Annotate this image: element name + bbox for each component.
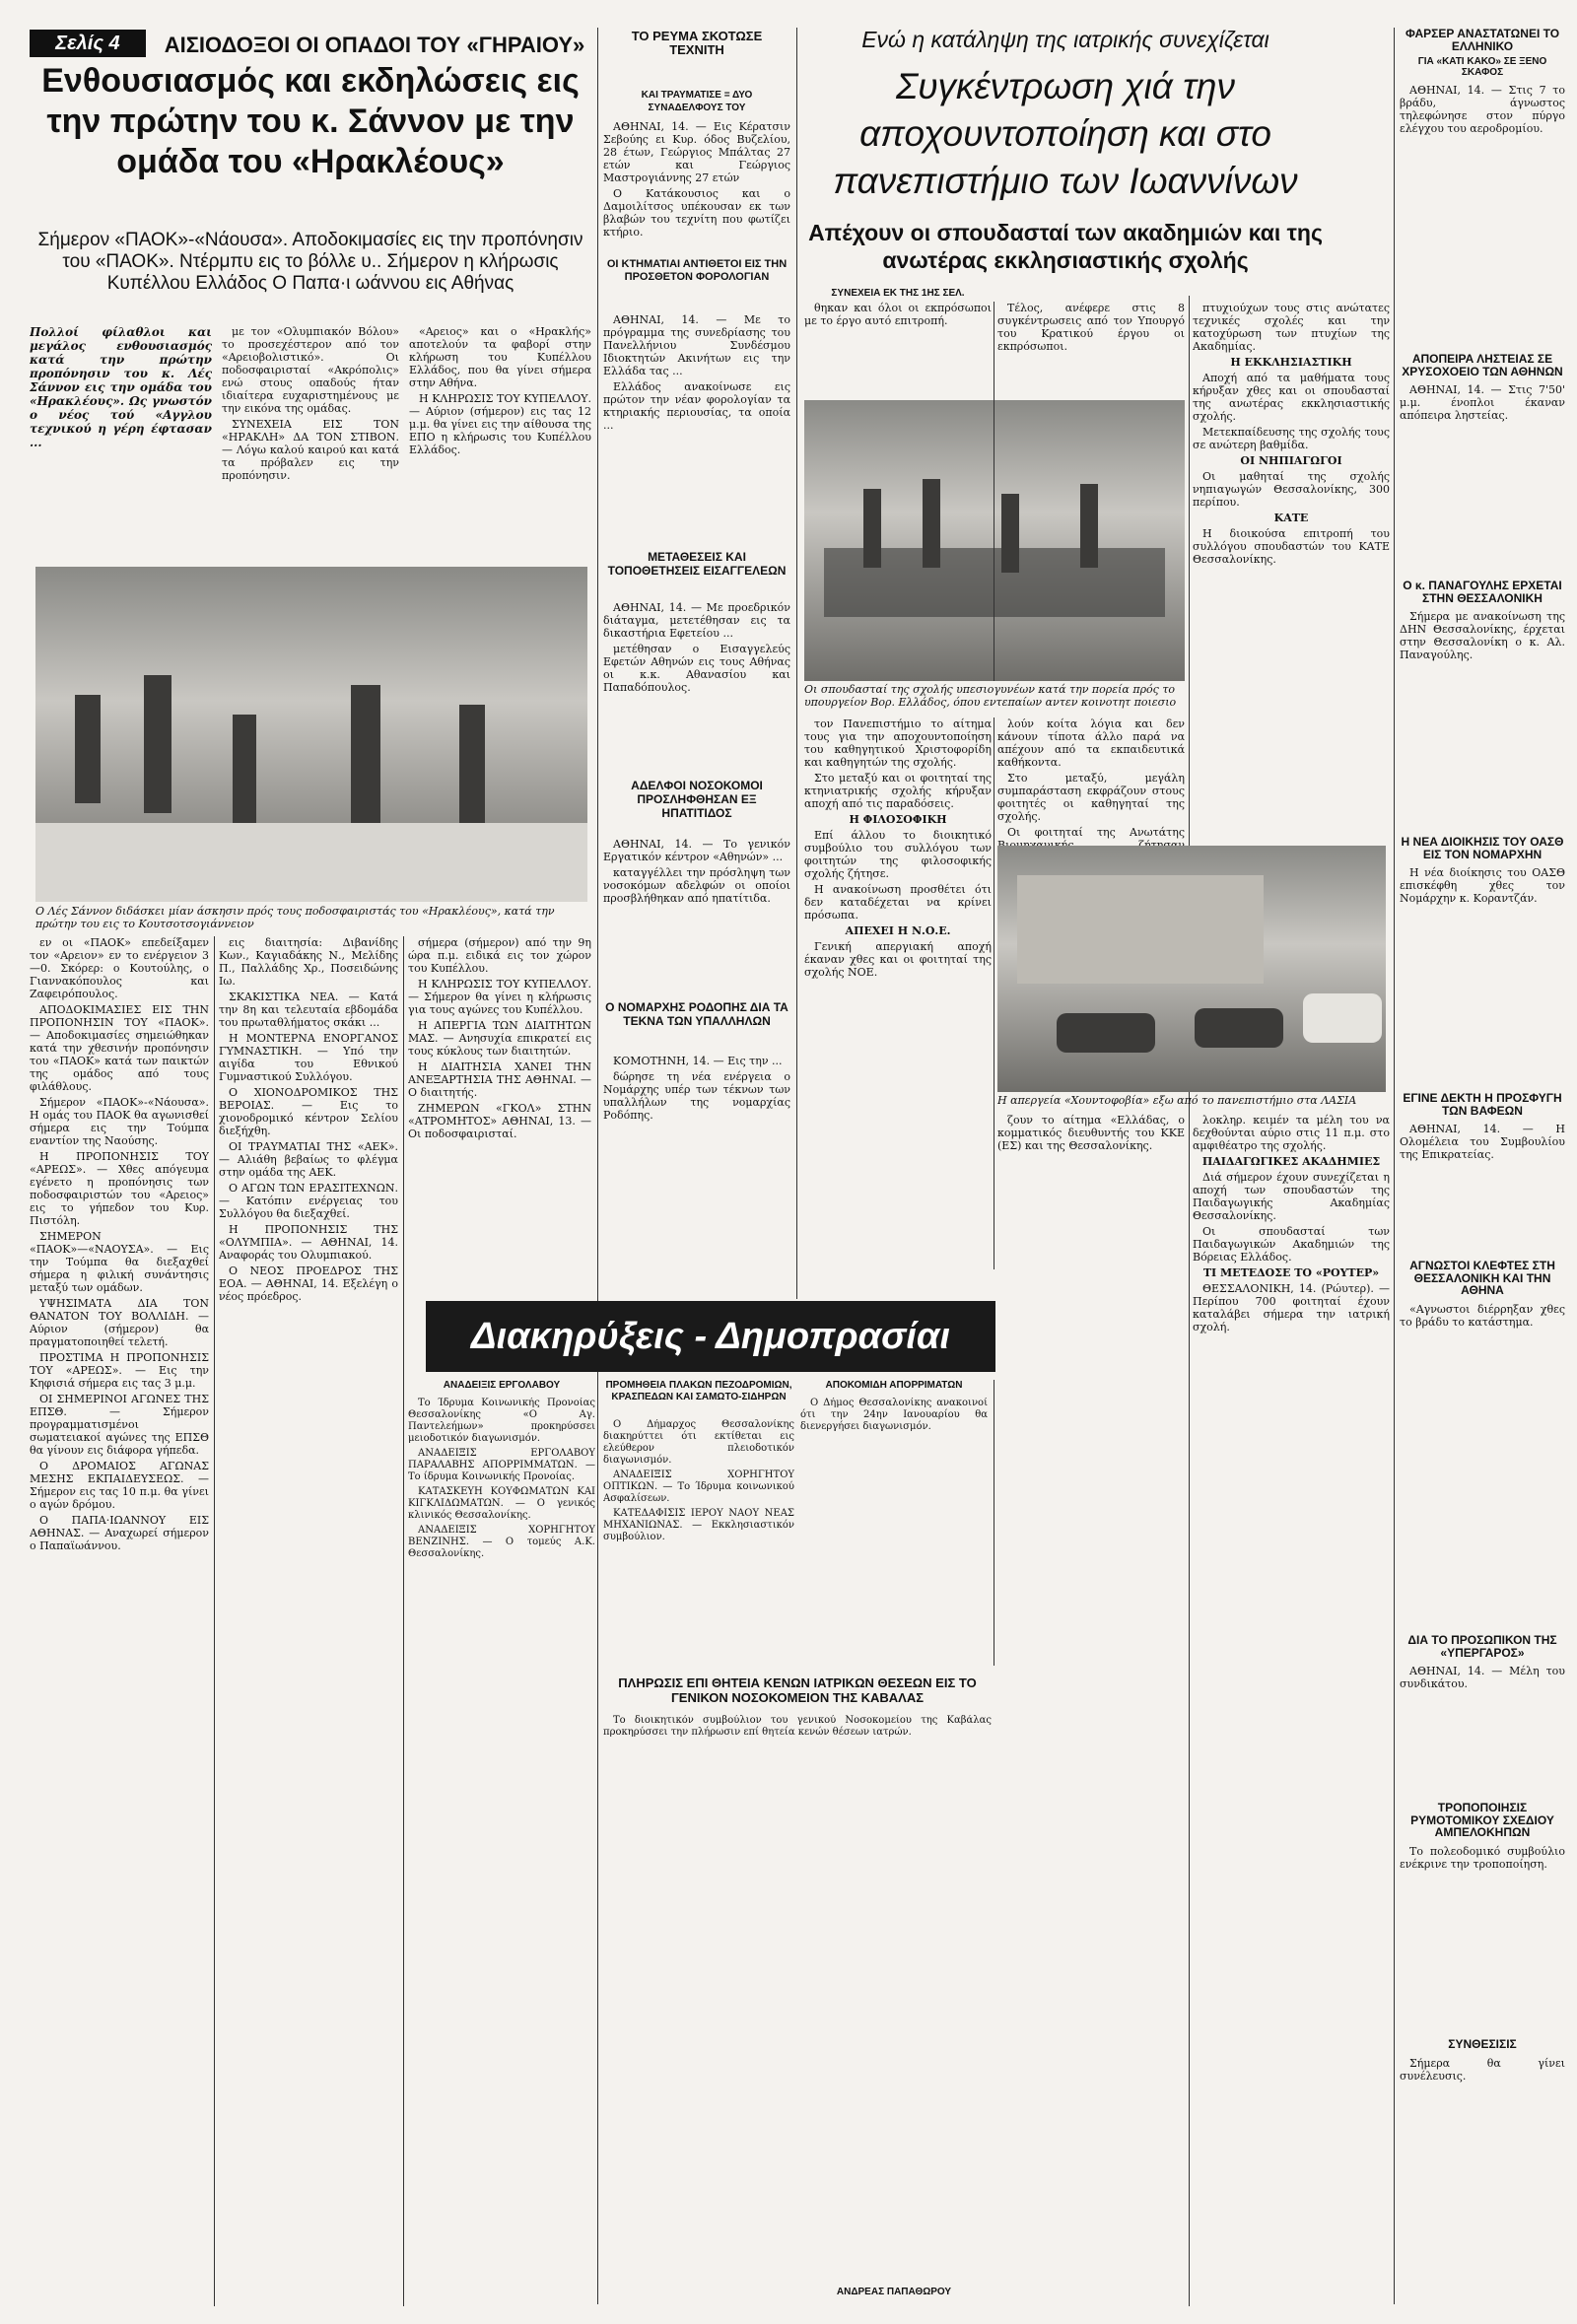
students-body-b: λούν κοίτα λόγια και δεν κάνουν τίποτα άλλο παρά να απέχουν από τα εκπαιδευτικά καθήκοντα. Στο μεταξύ, μεγάλη συμπαράσταση εκφράζουν στους φοιτητές οι καθηγηταί της σχολής. Οι φοιτηταί της Ανωτάτης: [997, 718, 1185, 839]
hospitals-headline: ΑΔΕΛΦΟΙ ΝΟΣΟΚΟΜΟΙ ΠΡΟΣΛΗΦΘΗΣΑΝ ΕΞ ΗΠΑΤΙΤΙΔΟΣ: [631, 779, 763, 820]
students-subhead: Απέχουν οι σπουδασταί των ακαδημιών και της ανωτέρας εκκλησιαστικής σχολής: [808, 220, 1323, 273]
auctions-col1-title: ΑΝΑΔΕΙΞΙΣ ΕΡΓΟΛΑΒΟΥ: [443, 1380, 561, 1391]
rail-story: ΦΑΡΣΕΡ ΑΝΑΣΤΑΤΩΝΕΙ ΤΟ ΕΛΛΗΝΙΚΟ ΓΙΑ «ΚΑΤΙ ΚΑΚΟ» ΣΕ ΞΕΝΟ ΣΚΑΦΟΣ ΑΘΗΝΑΙ, 14. — Στις 7 το βράδυ, άγνωστος τηλεφώνησε στον πύργο ελέγχου του αεροδρομίου.: [1400, 27, 1565, 136]
transfers-headline: ΜΕΤΑΘΕΣΕΙΣ ΚΑΙ ΤΟΠΟΘΕΤΗΣΕΙΣ ΕΙΣΑΓΓΕΛΕΩΝ: [607, 550, 787, 578]
rail-story-headline: ΔΙΑ ΤΟ ΠΡΟΣΩΠΙΚΟΝ ΤΗΣ «ΥΠΕΡΓΑΡΟΣ»: [1407, 1633, 1557, 1660]
rail-story-headline: ΑΠΟΠΕΙΡΑ ΛΗΣΤΕΙΑΣ ΣΕ ΧΡΥΣΟΧΟΕΙΟ ΤΩΝ ΑΘΗΝΩΝ: [1402, 352, 1563, 378]
center-top-body: ΑΘΗΝΑΙ, 14. — Εις Κέρατσιν Σεβούης ει Κυρ. όδος Βυζελίου, 28 έτων, Γεώργιος Μπάλτας 27 ετών και Γεώργιος Μαστρογιάννης 27 ετών Ο Κατάκουσιος και ο Δαμοιλίτσος υπέκουσαν εκ των βλαβών του τεχνίτη που φωτίζει κτήριο.: [603, 120, 790, 239]
rail-story-headline: ΤΡΟΠΟΠΟΙΗΣΙΣ ΡΥΜΟΤΟΜΙΚΟΥ ΣΧΕΔΙΟΥ ΑΜΠΕΛΟΚΗΠΩΝ: [1410, 1801, 1554, 1840]
rail-story: Ο κ. ΠΑΝΑΓΟΥΛΗΣ ΕΡΧΕΤΑΙ ΣΤΗΝ ΘΕΣΣΑΛΟΝΙΚΗ Σήμερα με ανακοίνωση της ΔΗΝ Θεσσαλονίκης, έρχεται στην Θεσσαλονίκη ο κ. Αλ. Παναγούλης.: [1400, 579, 1565, 662]
tax-headline: ΟΙ ΚΤΗΜΑΤΙΑΙ ΑΝΤΙΘΕΤΟΙ ΕΙΣ ΤΗΝ ΠΡΟΣΘΕΤΟΝ ΦΟΡΟΛΟΓΙΑΝ: [606, 258, 788, 283]
sports-body-col1: με τον «Ολυμπιακόν Βόλου» το προσεχέστερον από τον «Αρειοβολιστικό». Οι ποδοσφαιρισταί «Ακρόπολις» ενώ στους οπαδούς ήταν ιδιαίτερα ευχαριστημένους με την εικόνα της ομάδας. ΣΥΝΕΧΕΙΑ ΕΙΣ ΤΟΝ «ΗΡΑΚΛΗ» ΔΑ ΤΟΝ ΣΤΙΒΟΝ. — Λόγω καλού καιρού και κατά τα πρόβαλεν εις την προπόνησιν.: [222, 325, 399, 482]
rail-story: ΤΡΟΠΟΠΟΙΗΣΙΣ ΡΥΜΟΤΟΜΙΚΟΥ ΣΧΕΔΙΟΥ ΑΜΠΕΛΟΚΗΠΩΝ Το πολεοδομικό συμβούλιο ενέκρινε την τροποποίηση.: [1400, 1801, 1565, 1871]
students-continued: ΣΥΝΕΧΕΙΑ ΕΚ ΤΗΣ 1ΗΣ ΣΕΛ.: [831, 288, 965, 299]
sports-photo: [35, 567, 587, 902]
sports-body-lower-1: εν οι «ΠΑΟΚ» επεδείξαμεν τον «Αρειον» εν το ενέργειον 3—0. Σκόρερ: ο Κουτούλης, ο Γιαννακόπουλος και Ζαφειρόπουλος. ΑΠΟΔΟΚΙΜΑΣΙΕΣ ΕΙΣ ΤΗΝ ΠΡΟΠΟΝΗΣΙΝ ΤΟΥ «ΠΑΟΚ». — Αποδοκιμασίες σημειώθηκαν κατά την χθεσινήν προπόνησιν του «ΠΑΟΚ» κατά των παικτών της ομάδος από τους φιλάθλους. Σήμερον «ΠΑΟΚ»-«Νάουσα». Η ομάς του ΠΑΟΚ θα αγωνισθεί σήμερα εις την Τούμπα εναντίον της Ναούσης. Η ΠΡΟΠΟΝΗΣΙΣ ΤΟΥ «ΑΡΕΩΣ». — Χθες απόγευμα εγένετο η προπόνησις των ποδοσφαιριστών του «Αρειος» εις το γήπεδον του Κυρ. Πιστόλη. ΣΗΜΕΡΟΝ «ΠΑΟΚ»—«ΝΑΟΥΣΑ». — Εις την Τούμπα θα διεξαχθεί σήμερα η φιλική συνάντησις μεταξύ των ομάδων. ΥΨΗΣΙΜΑΤΑ ΔΙΑ ΤΟΝ ΘΑΝΑΤΟΝ ΤΟΥ ΒΟΛΛΙΔΗ. — Αύριον (σήμερον) θα πραγματοποιηθεί τελετή. ΠΡΟΣΤΙΜΑ Η ΠΡΟΠΟΝΗΣΙΣ ΤΟΥ «ΑΡΕΩΣ». — Εις την Κηφισιά σήμερα εις τας 3 μ.μ. ΟΙ ΣΗΜΕΡΙΝΟΙ ΑΓΩΝΕΣ ΤΗΣ ΕΠΣΘ. — Σήμερον προγραμματισμένοι σωματειακοί αγώνες της ΕΠΣΘ θα γίνουν εις διάφορα γήπεδα. Ο ΔΡΟΜΑΙΟΣ ΑΓΩΝΑΣ ΜΕΣΗΣ ΕΚΠΑΙΔΕΥΣΕΩΣ. — Σήμερον εις τας 10 π.μ. θα γίνει ο αγών δρόμου. Ο ΠΑΠΑ·ΙΩΑΝΝΟΥ ΕΙΣ ΑΘΗΝΑΣ. — Αναχωρεί σήμερον ο Παπαϊωάννου.: [30, 936, 209, 1552]
sports-body-lower-2: εις διαιτησία: Διβανίδης Κων., Καγιαδάκης Ν., Μελίδης Π., Παλλάδης Χρ., Ποσειδώνης Ιω. ΣΚΑΚΙΣΤΙΚΑ ΝΕΑ. — Κατά την 8η και τελευταία εβδομάδα του πρωταθλήματος σκάκι ... Η ΜΟΝΤΕΡΝΑ ΕΝΟΡΓΑΝΟΣ ΓΥΜΝΑΣΤΙΚΗ. — Υπό την αιγίδα του Εθνικού Γυμναστικού Συλλόγου. Ο ΧΙΟΝΟΔΡΟΜΙΚΟΣ ΤΗΣ ΒΕΡΟΙΑΣ. — Εις το χιονοδρομικό κέντρον Σελίου διεξήχθη. ΟΙ ΤΡΑΥΜΑΤΙΑΙ ΤΗΣ «ΑΕΚ». — Αλιάθη βεβαίως το φλέγμα στην ομάδα της ΑΕΚ. Ο ΑΓΩΝ ΤΩΝ ΕΡΑΣΙΤΕΧΝΩΝ. — Κατόπιν ενέργειας του Συλλόγου θα διεξαχθεί. Η ΠΡΟΠΟΝΗΣΙΣ ΤΗΣ «ΟΛΥΜΠΙΑ». — ΑΘΗΝΑΙ, 14. Αναφοράς του Ολυμπιακού. Ο ΝΕΟΣ ΠΡΟΕΔΡΟΣ ΤΗΣ ΕΟΑ. — ΑΘΗΝΑΙ, 14. Εξελέγη ο νέος πρόεδρος.: [219, 936, 398, 1303]
center-top-headline: ΤΟ ΡΕΥΜΑ ΣΚΟΤΩΣΕ ΤΕΧΝΙΤΗ: [631, 29, 763, 57]
rail-story-headline: ΦΑΡΣΕΡ ΑΝΑΣΤΑΤΩΝΕΙ ΤΟ ΕΛΛΗΝΙΚΟ: [1405, 27, 1560, 53]
students-intro-2: Τέλος, ανέφερε στις 8 συγκέντρωσεις από τον Υπουργό του Κρατικού έργου οι εκπρόσωποι.: [997, 302, 1185, 353]
rail-story-headline: ΑΓΝΩΣΤΟΙ ΚΛΕΦΤΕΣ ΣΤΗ ΘΕΣΣΑΛΟΝΙΚΗ ΚΑΙ ΤΗΝ ΑΘΗΝΑ: [1409, 1259, 1555, 1298]
sports-lede: Πολλοί φίλαθλοι και μεγάλος ενθουσιασμός κατά την πρώτην προπόνησιν του κ. Λές Σάννον εις την ομάδα του «Ηρακλέους». Ως γνωστόν ο νέος τού «Αγγλου τεχνικού η γέρη έφτασαν ...: [30, 325, 212, 449]
students-body-c: λοκληρ. κειμέν τα μέλη του να δεχθούνται αύριο στις 11 π.μ. στο αμφιθέατρο της σχολής. ΠΑΙΔΑΓΩΓΙΚΕΣ ΑΚΑΔΗΜΙΕΣ Διά σήμερον έχουν συνεχίζεται η αποχή των σπουδαστών της Παιδαγωγικής Ακαδημίας Θεσσαλονίκης. Οι σπουδασταί των Παιδαγωγικών Ακαδημιών της Βόρειας Ελλάδος. ΤΙ ΜΕΤΕΔΟΣΕ ΤΟ «ΡΟΥΤΕΡ» ΘΕΣΣΑΛΟΝΙΚΗ, 14. (Ρώυτερ). — Περίπου 700 φοιτηταί έχουν καταλάβει σήμερα την ιατρική σχολή.: [1193, 1114, 1390, 1333]
students-body-right-top: πτυχιούχων τους στις ανώτατες τεχνικές σχολές και την κατοχύρωση των πτυχίων της Ακαδημίας. Η ΕΚΚΛΗΣΙΑΣΤΙΚΗ Αποχή από τα μαθήματα τους κήρυξαν χθες και οι σπουδασταί της ανωτέρας εκκλησιαστικής σχολής. Μετεκπαίδευσης της σχολής τους σε ανώτερη βαθμίδα. ΟΙ ΝΗΠΙΑΓΩΓΟΙ Οι μαθηταί της σχολής νηπιαγωγών Θεσσαλονίκης, 300 περίπου. ΚΑΤΕ Η διοικούσα επιτροπή του συλλόγου σπουδαστών του ΚΑΤΕ Θεσσαλονίκης.: [1193, 302, 1390, 566]
rail-story: Η ΝΕΑ ΔΙΟΙΚΗΣΙΣ ΤΟΥ ΟΑΣΘ ΕΙΣ ΤΟΝ ΝΟΜΑΡΧΗΝ Η νέα διοίκησις του ΟΑΣΘ επισκέφθη χθες τον Νομάρχην κ. Κοραντζάν.: [1400, 835, 1565, 906]
students-photo-1-caption: Οι σπουδασταί της σχολής υπεσιογυνέων κατά την πορεία πρός το υπουργείον Βορ. Ελλάδος, όπου εντεπαίων αντεν κοινοτητ ποιεσιο: [804, 683, 1177, 709]
sports-subhead: Σήμερον «ΠΑΟΚ»-«Νάουσα». Αποδοκιμασίες εις την προπόνησιν του «ΠΑΟΚ». Ντέρμπυ εις το βόλλε υ.. Σήμερον η κλήρωσις Κυπέλλου Ελλάδος Ο Παπα·ι ωάννου εις Αθήνας: [37, 230, 583, 294]
auctions-col2-body: Ο Δήμαρχος Θεσσαλονίκης διακηρύττει ότι εκτίθεται εις ελεύθερον πλειοδοτικόν διαγωνισμόν. ΑΝΑΔΕΙΞΙΣ ΧΟΡΗΓΗΤΟΥ ΟΠΤΙΚΩΝ. — Το Ίδρυμα κοινωνικού Ασφαλίσεων. ΚΑΤΕΔΑΦΙΣΙΣ ΙΕΡΟΥ ΝΑΟΥ ΝΕΑΣ ΜΗΧΑΝΙΩΝΑΣ. — Εκκλησιαστικόν συμβούλιον.: [603, 1419, 794, 1542]
rail-story-deck: ΓΙΑ «ΚΑΤΙ ΚΑΚΟ» ΣΕ ΞΕΝΟ ΣΚΑΦΟΣ: [1417, 56, 1547, 79]
rail-story-headline: Ο κ. ΠΑΝΑΓΟΥΛΗΣ ΕΡΧΕΤΑΙ ΣΤΗΝ ΘΕΣΣΑΛΟΝΙΚΗ: [1403, 579, 1562, 605]
students-body-a: τον Πανεπιστήμιο το αίτημα τους για την αποχουντοποίηση του καθηγητικού Χριστοφορίδη και καθηγητών της σχολής. Στο μεταξύ και οι φοιτηταί της κτηνιατρικής σχολής κήρυξαν αποχή από τις παραδόσεις. Η ΦΙΛΟΣΟΦΙΚΗ Επί άλλου το διοικητικό συμβούλιο του συλλόγου των φοιτητών της φιλοσοφικής σχολής ζήτησε. Η ανακοίνωση προσθέτει ότι δεν καταδέχεται να κρίνει πρόσωπα. ΑΠΕΧΕΙ Η Ν.Ο.Ε. Γενική απεργιακή αποχή έκαναν χθες και οι φοιτηταί της σχολής ΝΟΕ.: [804, 718, 992, 979]
auctions-signer: ΑΝΔΡΕΑΣ ΠΑΠΑΘΩΡΟΥ: [836, 2287, 952, 2297]
rail-story-headline: Η ΝΕΑ ΔΙΟΙΚΗΣΙΣ ΤΟΥ ΟΑΣΘ ΕΙΣ ΤΟΝ ΝΟΜΑΡΧΗΝ: [1401, 835, 1564, 861]
students-photo-2-caption: Η απεργεία «Χουντοφοβία» εξω από το πανεπιστήμιο στα ΛΑΣΙΑ: [997, 1094, 1357, 1107]
rail-story: ΣΥΝΘΕΣΙΣΙΣ Σήμερα θα γίνει συνέλευσις.: [1400, 2037, 1565, 2083]
rail-story: ΑΓΝΩΣΤΟΙ ΚΛΕΦΤΕΣ ΣΤΗ ΘΕΣΣΑΛΟΝΙΚΗ ΚΑΙ ΤΗΝ ΑΘΗΝΑ «Αγνωστοι διέρρηξαν χθες το βράδυ το κατάστημα.: [1400, 1259, 1565, 1329]
students-photo-2: [997, 846, 1386, 1092]
nomarch-body: ΚΟΜΟΤΗΝΗ, 14. — Εις την ... δώρησε τη νέα ενέργεια ο Νομάρχης υπέρ των τέκνων των υπαλλήλων της νομαρχίας Ροδόπης.: [603, 1055, 790, 1122]
students-headline: Συγκέντρωση χιά την αποχουντοποίηση και στο πανεπιστήμιο των Ιωαννίνων: [833, 66, 1298, 201]
rail-story: ΑΠΟΠΕΙΡΑ ΛΗΣΤΕΙΑΣ ΣΕ ΧΡΥΣΟΧΟΕΙΟ ΤΩΝ ΑΘΗΝΩΝ ΑΘΗΝΑΙ, 14. — Στις 7'50' μ.μ. ένοπλοι έκαναν απόπειρα ληστείας.: [1400, 352, 1565, 423]
right-rail: [1400, 28, 1565, 2304]
sports-kicker: ΑΙΣΙΟΔΟΞΟΙ ΟΙ ΟΠΑΔΟΙ ΤΟΥ «ΓΗΡΑΙΟΥ»: [164, 33, 585, 57]
sports-body-lower-3: σήμερα (σήμερον) από την 9η ώρα π.μ. ειδικά εις τον χώρον του Κυπέλλου. Η ΚΛΗΡΩΣΙΣ ΤΟΥ ΚΥΠΕΛΛΟΥ. — Σήμερον θα γίνει η κλήρωσις για τους αγώνες του Κυπέλλου. Η ΑΠΕΡΓΙΑ ΤΩΝ ΔΙΑΙΤΗΤΩΝ ΜΑΣ. — Ανησυχία επικρατεί εις τους κύκλους των διαιτητών. Η ΔΙΑΙΤΗΣΙΑ ΧΑΝΕΙ ΤΗΝ ΑΝΕΞΑΡΤΗΣΙΑ ΤΗΣ ΑΘΗΝΑΙ. — Ο διαιτητής. ΖΗΜΕΡΩΝ «ΓΚΟΛ» ΣΤΗΝ «ΑΤΡΟΜΗΤΟΣ» ΑΘΗΝΑΙ, 13. — Οι ποδοσφαιρισταί.: [408, 936, 591, 1140]
auctions-col3-notice: ΠΛΗΡΩΣΙΣ ΕΠΙ ΘΗΤΕΙΑ ΚΕΝΩΝ ΙΑΤΡΙΚΩΝ ΘΕΣΕΩΝ ΕΙΣ ΤΟ ΓΕΝΙΚΟΝ ΝΟΣΟΚΟΜΕΙΟΝ ΤΗΣ ΚΑΒΑΛΑΣ: [618, 1675, 977, 1705]
students-photo-1: [804, 400, 1185, 681]
section-label: Σελίς 4: [30, 30, 146, 57]
students-intro-1: θηκαν και όλοι οι εκπρόσωποι με το έργο αυτό επιτροπή.: [804, 302, 992, 327]
auctions-notice-body: Το διοικητικόν συμβούλιον του γενικού Νοσοκομείου της Καβάλας προκηρύσσει την πλήρωσιν επί θητεία κενών θέσεων ιατρών.: [603, 1715, 992, 1738]
rail-story: ΔΙΑ ΤΟ ΠΡΟΣΩΠΙΚΟΝ ΤΗΣ «ΥΠΕΡΓΑΡΟΣ» ΑΘΗΝΑΙ, 14. — Μέλη του συνδικάτου.: [1400, 1633, 1565, 1691]
auctions-col3-body: Ο Δήμος Θεσσαλονίκης ανακοινοί ότι την 24ην Ιανουαρίου θα διενεργήσει διαγωνισμόν.: [800, 1398, 988, 1432]
auctions-col2-title: ΠΡΟΜΗΘΕΙΑ ΠΛΑΚΩΝ ΠΕΖΟΔΡΟΜΙΩΝ, ΚΡΑΣΠΕΔΩΝ ΚΑΙ ΣΑΜΩΤΟ-ΣΙΔΗΡΩΝ: [605, 1380, 792, 1402]
rail-story-headline: ΣΥΝΘΕΣΙΣΙΣ: [1448, 2037, 1517, 2051]
sports-photo-caption: Ο Λές Σάννον διδάσκει μίαν άσκησιν πρός τους ποδοσφαιριστάς του «Ηρακλέους», κατά την πρώτην του εις το Κουτσοτσογιάννειον: [35, 905, 555, 930]
sports-headline: Ενθουσιασμός και εκδηλώσεις εις την πρώτην του κ. Σάννον με την ομάδα του «Ηρακλέους»: [41, 62, 580, 180]
hospitals-body: ΑΘΗΝΑΙ, 14. — Το γενικόν Εργατικόν κέντρον «Αθηνών» ... καταγγέλλει την πρόσληψη των νοσοκόμων αδελφών οι οποίοι προσβλήθηκαν από ηπατίτιδα.: [603, 838, 790, 905]
sports-body-col2: «Αρειος» και ο «Ηρακλής» αποτελούν τα φαβορί στην κλήρωση του Κυπέλλου Ελλάδος, που θα γίνει σήμερα στην Αθήνα. Η ΚΛΗΡΩΣΙΣ ΤΟΥ ΚΥΠΕΛΛΟΥ. — Αύριον (σήμερον) εις τας 12 μ.μ. θα γίνει εις την αίθουσα της ΕΠΟ η κλήρωσις του Κυπέλλου Ελλάδος.: [409, 325, 591, 456]
nomarch-headline: Ο ΝΟΜΑΡΧΗΣ ΡΟΔΟΠΗΣ ΔΙΑ ΤΑ ΤΕΚΝΑ ΤΩΝ ΥΠΑΛΛΗΛΩΝ: [605, 1000, 788, 1028]
students-body-d: ζουν το αίτημα «Ελλάδας, ο κομματικός διευθυντής του ΚΚΕ (ΕΣ) και της Θεσσαλονίκης.: [997, 1114, 1185, 1152]
rail-story: ΕΓΙΝΕ ΔΕΚΤΗ Η ΠΡΟΣΦΥΓΗ ΤΩΝ ΒΑΦΕΩΝ ΑΘΗΝΑΙ, 14. — Η Ολομέλεια του Συμβουλίου της Επικρατείας.: [1400, 1091, 1565, 1162]
transfers-body: ΑΘΗΝΑΙ, 14. — Με προεδρικόν διάταγμα, μετετέθησαν εις τα δικαστήρια Εφετείου ... μετέθησαν ο Εισαγγελεύς Εφετών Αθηνών εις τους Αθήνας οι κ.κ. Αθανασίου και Παπαδόπουλος.: [603, 601, 790, 694]
rail-story-headline: ΕΓΙΝΕ ΔΕΚΤΗ Η ΠΡΟΣΦΥΓΗ ΤΩΝ ΒΑΦΕΩΝ: [1403, 1091, 1562, 1118]
auctions-col3-title: ΑΠΟΚΟΜΙΔΗ ΑΠΟΡΡΙΜΑΤΩΝ: [825, 1380, 963, 1391]
center-top-subhead: ΚΑΙ ΤΡΑΥΜΑΤΙΣΕ = ΔΥΟ ΣΥΝΑΔΕΛΦΟΥΣ ΤΟΥ: [641, 90, 753, 113]
students-kicker: Ενώ η κατάληψη της ιατρικής συνεχίζεται: [861, 27, 1269, 52]
auctions-col1-body: Το Ίδρυμα Κοινωνικής Προνοίας Θεσσαλονίκης «Ο Αγ. Παντελεήμων» προκηρύσσει μειοδοτικόν διαγωνισμόν. ΑΝΑΔΕΙΞΙΣ ΕΡΓΟΛΑΒΟΥ ΠΑΡΑΛΑΒΗΣ ΑΠΟΡΡΙΜΜΑΤΩΝ. — Το ίδρυμα Κοινωνικής Προνοίας. ΚΑΤΑΣΚΕΥΗ ΚΟΥΦΩΜΑΤΩΝ ΚΑΙ ΚΙΓΚΛΙΔΩΜΑΤΩΝ. — Ο γενικός κλινικός Θεσσαλονίκης. ΑΝΑΔΕΙΞΙΣ ΧΟΡΗΓΗΤΟΥ ΒΕΝΖΙΝΗΣ. — Ο τομεύς Α.Κ. Θεσσαλονίκης.: [408, 1398, 595, 1559]
tax-body: ΑΘΗΝΑΙ, 14. — Με το πρόγραμμα της συνεδρίασης του Πανελλήνιου Συνδέσμου Ιδιοκτητών Ακινήτων εις την Ελλάδα τας ... Ελλάδος ανακοίνωσε εις πρώτον την νέαν φορολογίαν τα κτηριακής περιουσίας, τα οποία ...: [603, 313, 790, 432]
auctions-banner: Διακηρύξεις - Δημοπρασίαι: [426, 1301, 995, 1372]
